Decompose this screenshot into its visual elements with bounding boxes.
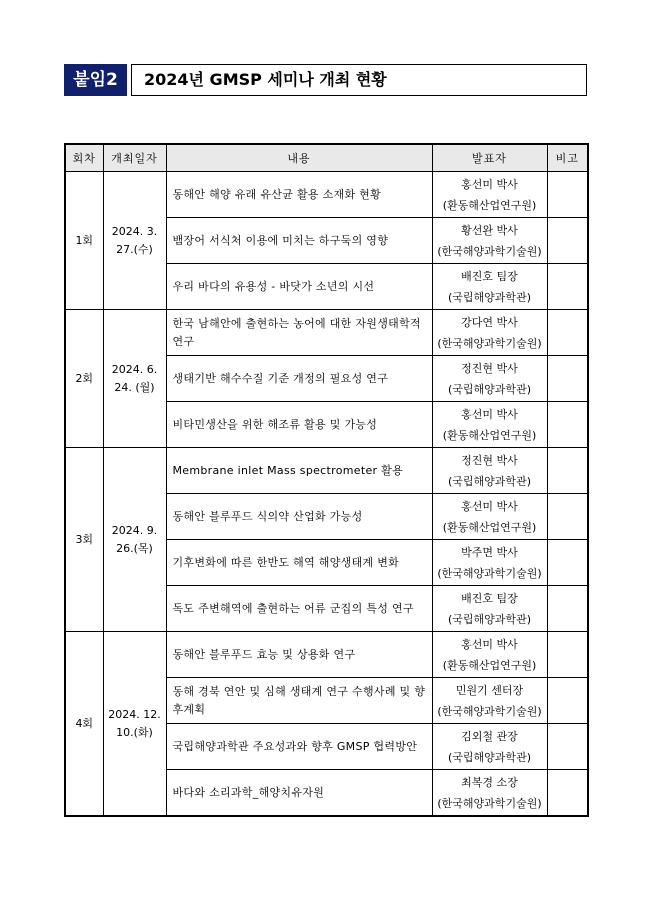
topic-cell: 독도 주변해역에 출현하는 어류 군집의 특성 연구 [166,586,432,632]
date-line: 10.(화) [116,725,153,739]
speaker-cell [432,356,547,402]
date-line: 24. (월) [114,380,155,394]
date-cell [103,448,166,632]
speaker-affiliation: (환동해산업연구원) [442,658,537,672]
speaker-cell [432,310,547,356]
table-row [65,448,588,494]
date-cell [103,632,166,817]
note-cell [547,632,588,678]
speaker-cell [432,218,547,264]
speaker-affiliation: (국립해양과학관) [448,750,531,764]
topic-cell: 동해안 블루푸드 식의약 산업화 가능성 [166,494,432,540]
topic-cell: 비타민생산을 위한 해조류 활용 및 가능성 [166,402,432,448]
column-header-note: 비고 [547,144,588,172]
seminar-table [64,143,589,817]
topic-cell: 바다와 소리과학_해양치유자원 [166,770,432,817]
date-cell [103,310,166,448]
table-header-row [65,144,588,172]
speaker-cell [432,172,547,218]
topic-cell: 동해안 해양 유래 유산균 활용 소재화 현황 [166,172,432,218]
column-header-date: 개최일자 [103,144,166,172]
speaker-name: 홍선미 박사 [461,499,518,513]
topic-cell: 기후변화에 따른 한반도 해역 해양생태계 변화 [166,540,432,586]
topic-cell: 한국 남해안에 출현하는 농어에 대한 자원생태학적 연구 [166,310,432,356]
speaker-cell [432,402,547,448]
speaker-name: 민원기 센터장 [455,683,524,697]
speaker-affiliation: (국립해양과학관) [448,474,531,488]
attachment-badge: 붙임2 [64,64,127,96]
speaker-affiliation: (환동해산업연구원) [442,198,537,212]
date-cell [103,172,166,310]
speaker-affiliation: (환동해산업연구원) [442,428,537,442]
speaker-name: 배진호 팀장 [461,591,518,605]
round-cell: 4회 [65,632,103,817]
note-cell [547,218,588,264]
round-cell: 3회 [65,448,103,632]
topic-cell: 국립해양과학관 주요성과와 향후 GMSP 협력방안 [166,724,432,770]
speaker-affiliation: (국립해양과학관) [448,612,531,626]
speaker-name: 황선완 박사 [461,223,518,237]
topic-cell: 우리 바다의 유용성 - 바닷가 소년의 시선 [166,264,432,310]
speaker-name: 홍선미 박사 [461,407,518,421]
speaker-cell [432,494,547,540]
speaker-affiliation: (환동해산업연구원) [442,520,537,534]
table-row [65,172,588,218]
speaker-cell [432,586,547,632]
topic-cell: 생태기반 해수수질 기준 개정의 필요성 연구 [166,356,432,402]
topic-cell: 동해 경북 연안 및 심해 생태계 연구 수행사례 및 향후계획 [166,678,432,724]
topic-cell: Membrane inlet Mass spectrometer 활용 [166,448,432,494]
round-cell: 2회 [65,310,103,448]
speaker-name: 정진현 박사 [461,453,518,467]
note-cell [547,448,588,494]
speaker-cell [432,678,547,724]
column-header-round: 회차 [65,144,103,172]
note-cell [547,540,588,586]
topic-cell: 뱀장어 서식처 이용에 미치는 하구둑의 영향 [166,218,432,264]
speaker-name: 배진호 팀장 [461,269,518,283]
round-cell: 1회 [65,172,103,310]
topic-cell: 동해안 블루푸드 효능 및 상용화 연구 [166,632,432,678]
column-header-content: 내용 [166,144,432,172]
table-row [65,310,588,356]
speaker-affiliation: (한국해양과학기술원) [437,244,542,258]
column-header-speaker: 발표자 [432,144,547,172]
note-cell [547,678,588,724]
speaker-name: 정진현 박사 [461,361,518,375]
note-cell [547,402,588,448]
speaker-cell [432,540,547,586]
date-line: 26.(목) [116,541,153,555]
speaker-name: 홍선미 박사 [461,637,518,651]
note-cell [547,264,588,310]
speaker-cell [432,770,547,817]
speaker-affiliation: (국립해양과학관) [448,382,531,396]
note-cell [547,310,588,356]
document-header [64,64,587,96]
page-title: 2024년 GMSP 세미나 개최 현황 [144,70,387,89]
speaker-cell [432,448,547,494]
title-box [131,64,587,96]
speaker-cell [432,724,547,770]
table-row [65,632,588,678]
note-cell [547,356,588,402]
speaker-affiliation: (한국해양과학기술원) [437,704,542,718]
note-cell [547,724,588,770]
date-line: 2024. 9. [111,523,158,537]
speaker-affiliation: (한국해양과학기술원) [437,796,542,810]
speaker-affiliation: (한국해양과학기술원) [437,566,542,580]
speaker-name: 김외철 관장 [461,729,518,743]
speaker-name: 최복경 소장 [461,775,518,789]
date-line: 2024. 12. [108,707,161,721]
speaker-name: 박주면 박사 [461,545,518,559]
date-line: 2024. 3. [111,224,158,238]
note-cell [547,770,588,817]
speaker-cell [432,264,547,310]
note-cell [547,494,588,540]
note-cell [547,172,588,218]
date-line: 27.(수) [116,242,153,256]
speaker-cell [432,632,547,678]
speaker-name: 강다연 박사 [461,315,518,329]
speaker-name: 홍선미 박사 [461,177,518,191]
date-line: 2024. 6. [111,362,158,376]
note-cell [547,586,588,632]
speaker-affiliation: (국립해양과학관) [448,290,531,304]
speaker-affiliation: (한국해양과학기술원) [437,336,542,350]
